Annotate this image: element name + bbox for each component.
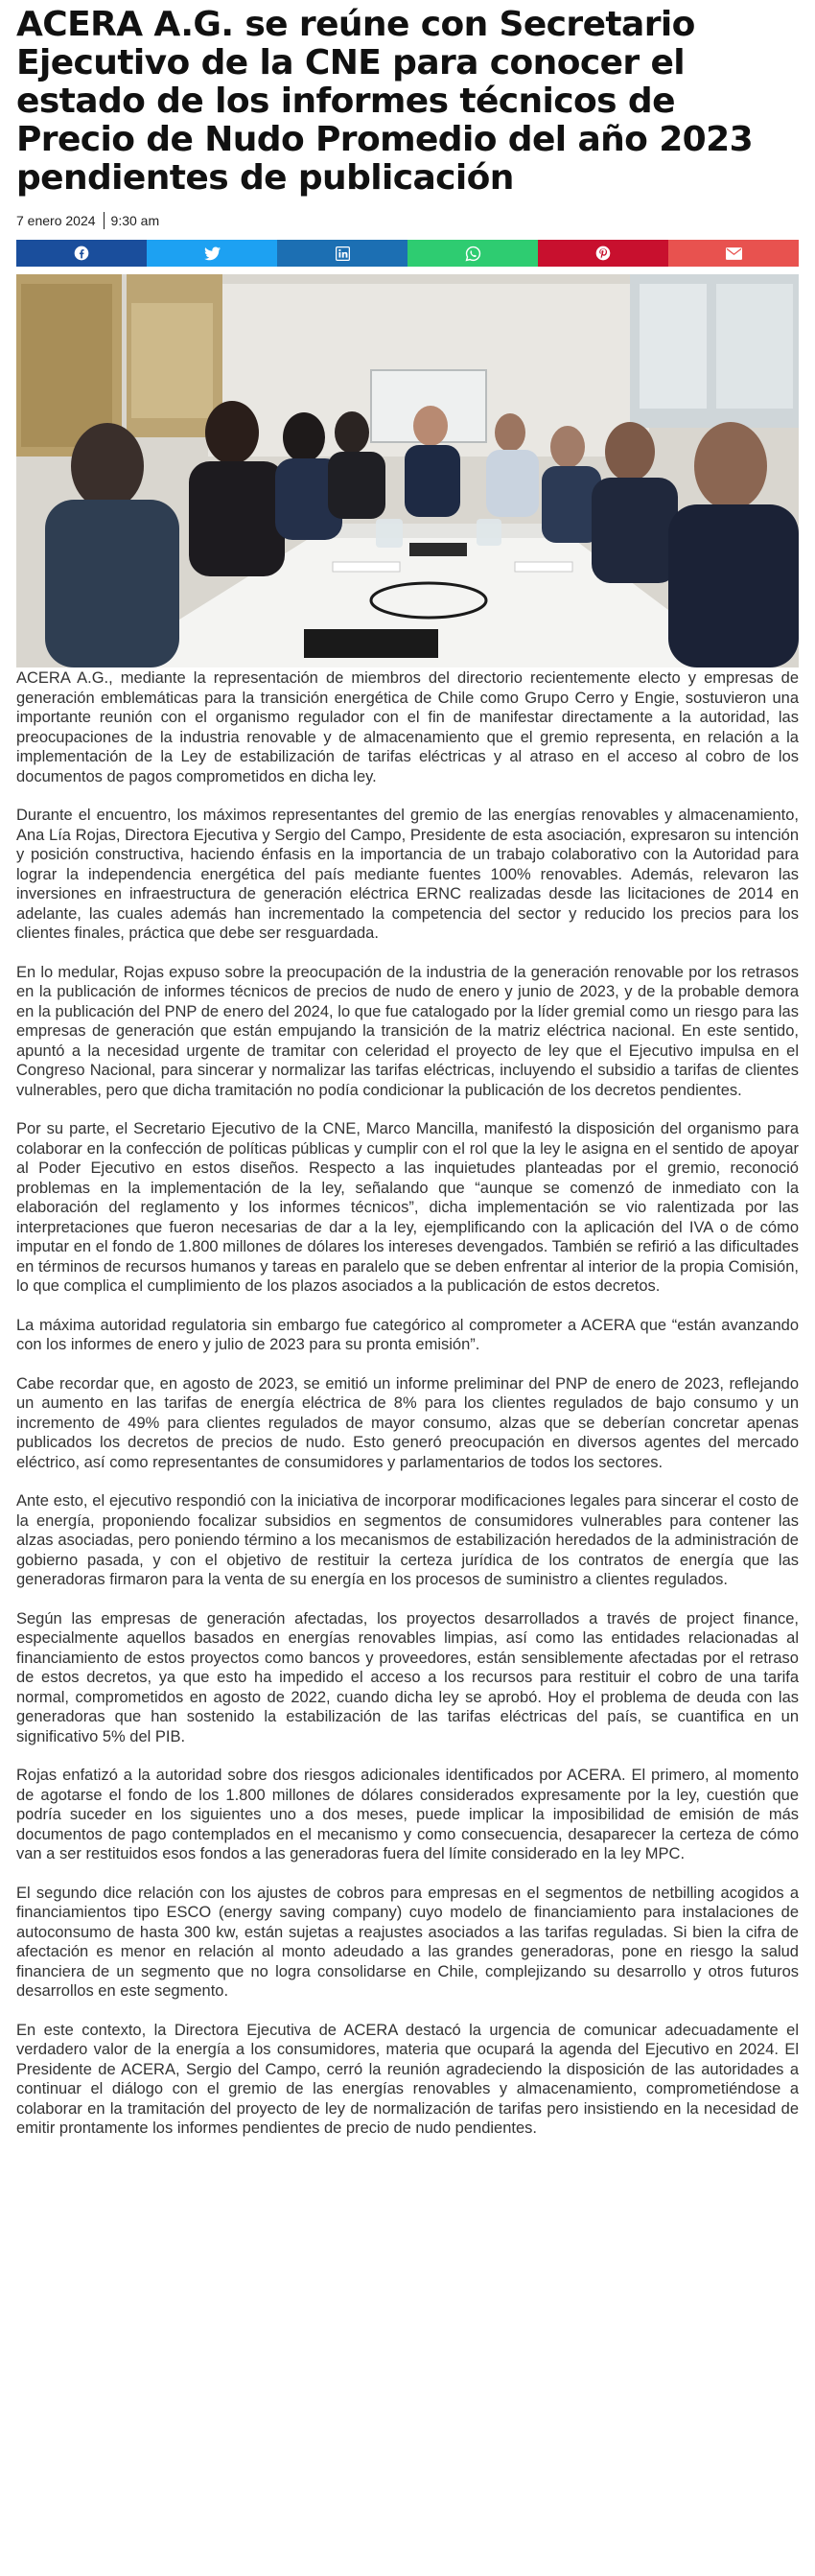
whatsapp-icon [465, 246, 481, 262]
share-bar [16, 240, 799, 267]
paragraph: Según las empresas de generación afectadas, los proyectos desarrollados a través de project finance, especialmente aquellos basados en energías renovables limpias, así como las entidades relacionadas al financiamiento de estos proyectos como bancos y proveedores, están sensiblemente afectadas por el retraso de estos decretos, ya que esto ha impedido el acceso a los recursos para restituir el cobro de una tarifa normal, comprometidos en agosto de 2022, cuando dicha ley se aprobó. Hoy el problema de deuda con las generadoras que han sostenido la estabilización de las tarifas eléctricas del país, se cuantifica en un significativo 5% del PIB. [16, 1609, 799, 1745]
share-whatsapp-button[interactable] [408, 240, 538, 267]
meta-divider [104, 212, 105, 229]
paragraph: Por su parte, el Secretario Ejecutivo de la CNE, Marco Mancilla, manifestó la disposición del organismo para colaborar en la confección de políticas públicas y cumplir con el rol que la ley le asigna en el sentido de apoyar al Poder Ejecutivo en estos diseños. Respecto a las inquietudes planteadas por el gremio, reconoció problemas en la implementación de la ley, señalando que “aunque se comenzó de inmediato con la elaboración del reglamento y los informes técnicos”, dicha implementación se vio ralentizada por las interpretaciones que fueron necesarias de dar a la ley, ejemplificando con la aplicación del IVA o de cómo imputar en el fondo de 1.800 millones de dólares los intereses devengados. También se refirió a las dificultades en términos de recursos humanos y tareas en paralelo que se deben enfrentar al interior de la propia Comisión, lo que complica el cumplimiento de los plazos asociados a la publicación de estos decretos. [16, 1120, 799, 1295]
share-linkedin-button[interactable] [277, 240, 408, 267]
paragraph: La máxima autoridad regulatoria sin embargo fue categórico al comprometer a ACERA que “están avanzando con los informes de enero y julio de 2023 para su pronta emisión”. [16, 1316, 799, 1353]
article-body [16, 668, 799, 2158]
twitter-icon [204, 246, 221, 261]
paragraph: En lo medular, Rojas expuso sobre la preocupación de la industria de la generación renovable por los retrasos en la publicación de informes técnicos de precios de nudo de enero y junio de 2023, y de la probable demora en la publicación del PNP de enero del 2024, lo que fue catalogado por la líder gremial como un riesgo para las empresas de generación que están empujando la transición de la matriz eléctrica nacional. En este sentido, apuntó a la necesidad urgente de tramitar con celeridad el proyecto de ley que el Ejecutivo impulsa en el Congreso Nacional, para sincerar y normalizar las tarifas eléctricas, incluyendo el subsidio a tarifas de clientes vulnerables, pero que dicha tramitación no podía condicionar la publicación de los decretos pendientes. [16, 963, 799, 1099]
share-twitter-button[interactable] [147, 240, 277, 267]
share-facebook-button[interactable] [16, 240, 147, 267]
share-email-button[interactable] [668, 240, 799, 267]
share-pinterest-button[interactable] [538, 240, 668, 267]
envelope-icon [726, 247, 742, 260]
paragraph: El segundo dice relación con los ajustes de cobros para empresas en el segmentos de netbilling acogidos a financiamientos tipo ESCO (energy saving company) cuyo modelo de financiamiento para instalaciones de autoconsumo de hasta 300 kw, están sujetas a reajustes asociados a las tarifas reguladas. Si bien la cifra de afectación es menor en relación al monto adeudado a las grandes generadoras, pone en riesgo la salud financiera de un segmento que no logra consolidarse en Chile, complejizando su desarrollo y otros futuros desarrollos en este segmento. [16, 1884, 799, 2000]
paragraph: ACERA A.G., mediante la representación de miembros del directorio recientemente electo y empresas de generación emblemáticas para la transición energética de Chile como Grupo Cerro y Engie, sostuvieron una importante reunión con el organismo regulador con el fin de manifestar directamente a la autoridad, las preocupaciones de la industria renovable y de almacenamiento que el gremio representa, en relación a la implementación de la Ley de estabilización de tarifas eléctricas y al atraso en el acceso al cobro de los documentos de pagos comprometidos en dicha ley. [16, 669, 799, 785]
paragraph: Cabe recordar que, en agosto de 2023, se emitió un informe preliminar del PNP de enero de 2023, reflejando un aumento en las tarifas de energía eléctrica de 8% para los clientes regulados de bajo consumo y un incremento de 49% para clientes regulados de mayor consumo, alzas que se deberían concretar apenas publicados los decretos de precios de nudo. Esto generó preocupación en diversos agentes del mercado eléctrico, así como representantes de consumidores y parlamentarios de todos los sectores. [16, 1374, 799, 1471]
article-time: 9:30 am [110, 213, 160, 228]
pinterest-icon [595, 246, 611, 261]
paragraph: Ante esto, el ejecutivo respondió con la iniciativa de incorporar modificaciones legales para sincerar el costo de la energía, proponiendo focalizar subsidios en segmentos de consumidores vulnerables para contener las alzas asociadas, pero poniendo término a los mecanismos de estabilización heredados de la administración de gobierno pasada, y con el objetivo de restituir la certeza jurídica de los contratos de energía que las generadoras firmaron para la venta de su energía en los procesos de suministro a clientes regulados. [16, 1492, 799, 1588]
paragraph: Rojas enfatizó a la autoridad sobre dos riesgos adicionales identificados por ACERA. El primero, al momento de agotarse el fondo de los 1.800 millones de dólares considerados expresamente por la ley, cuestión que podría suceder en los siguientes uno a dos meses, puede implicar la imposibilidad de emisión de más documentos de pago contemplados en el mecanismo y como consecuencia, desaparecer la certeza de cómo van a ser restituidos esos fondos a las generadoras fuera del límite considerado en la ley MPC. [16, 1767, 799, 1862]
paragraph: Durante el encuentro, los máximos representantes del gremio de las energías renovables y almacenamiento, Ana Lía Rojas, Directora Ejecutiva y Sergio del Campo, Presidente de esta asociación, expresaron su intención y posición constructiva, haciendo énfasis en la importancia de un trabajo colaborativo con la Autoridad para lograr la independencia energética del país mediante fuentes 100% renovables. Además, relevaron las inversiones en infraestructura de generación eléctrica ERNC realizadas desde las licitaciones de 2014 en adelante, las cuales además han incrementado la competencia del sector y reducido los precios para los clientes finales, práctica que debe ser resguardada. [16, 807, 799, 942]
meeting-photo [16, 274, 799, 667]
linkedin-icon [336, 246, 350, 261]
article-date: 7 enero 2024 [16, 213, 96, 228]
article-title: ACERA A.G. se reúne con Secretario Ejecutivo de la CNE para conocer el estado de los informes técnicos de Precio de Nudo Promedio del año 2023 pendientes de publicación [16, 5, 754, 198]
article-meta [16, 211, 159, 230]
paragraph: En este contexto, la Directora Ejecutiva de ACERA destacó la urgencia de comunicar adecuadamente el verdadero valor de la energía a los consumidores, materia que ocupará la agenda del Ejecutivo en 2024. El Presidente de ACERA, Sergio del Campo, cerró la reunión agradeciendo la disposición de las autoridades a continuar el diálogo con el gremio de las energías renovables y almacenamiento, comprometiéndose a colaborar en la tramitación del proyecto de ley de normalización de tarifas pero insistiendo en la necesidad de emitir prontamente los informes pendientes de precio de nudo pendientes. [16, 2021, 799, 2137]
facebook-icon [74, 246, 89, 261]
